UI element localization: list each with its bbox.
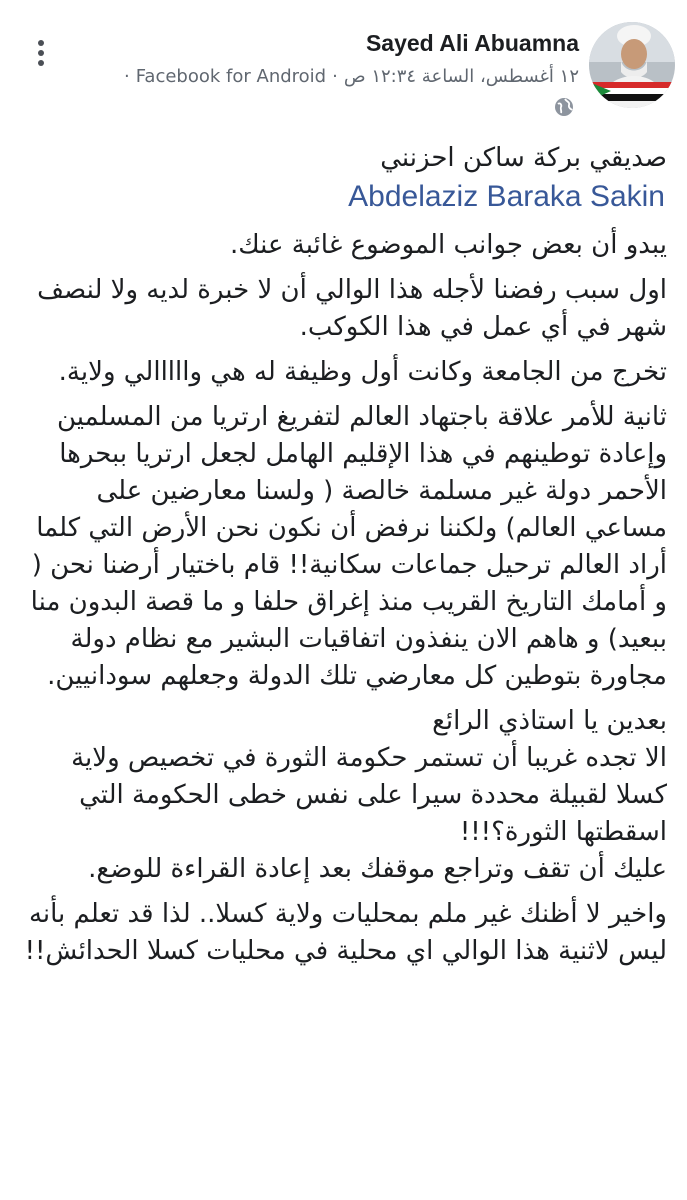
meta-separator-trailing: · bbox=[124, 66, 130, 87]
mention-link[interactable]: Abdelaziz Baraka Sakin bbox=[348, 180, 665, 213]
post-paragraph: اول سبب رفضنا لأجله هذا الوالي أن لا خبرة لديه ولا لنصف شهر في أي عمل في هذا الكوكب. bbox=[37, 275, 667, 342]
author-name[interactable]: Sayed Ali Abuamna bbox=[365, 30, 579, 56]
post-date[interactable]: ١٢ أغسطس، الساعة ١٢:٣٤ ص bbox=[343, 66, 579, 87]
vertical-ellipsis-icon bbox=[38, 50, 44, 56]
more-options-button[interactable] bbox=[30, 38, 52, 68]
post-meta bbox=[124, 66, 579, 87]
post-paragraph: ثانية للأمر علاقة باجتهاد العالم لتفريغ ارتريا من المسلمين وإعادة توطينهم في هذا الإقليم الهامل لجعل ارتريا ببحرها الأحمر دولة غير مسلمة خالصة ( ولسنا معارضين على مساعي العالم) ولكننا نرفض أن نكون نحن الأرض التي كلما أراد العالم ترحيل جماعات سكانية!! قام باختيار أرضنا نحن ( و أمامك التاريخ القريب منذ إغراق حلفا و ما قصة البدون منا ببعيد) و هاهم الان ينفذون اتفاقيات البشير مع نظام دولة مجاورة بتوطين كل معارضي تلك الدولة وجعلهم سودانيين. bbox=[30, 402, 667, 691]
globe-icon[interactable] bbox=[553, 96, 575, 118]
meta-separator: · bbox=[332, 66, 338, 87]
post-paragraph: بعدين يا استاذي الرائع الا تجده غريبا أن تستمر حكومة الثورة في تخصيص ولاية كسلا لقبيلة محددة سيرا على نفس خطى الحكومة التي اسقطتها الثورة؟!!! عليك أن تقف وتراجع موقفك بعد إعادة القراءة للوضع. bbox=[71, 706, 667, 884]
vertical-ellipsis-icon bbox=[38, 60, 44, 66]
post-greeting: صديقي بركة ساكن احزنني bbox=[380, 143, 667, 173]
profile-photo bbox=[589, 22, 675, 108]
post-paragraph: واخير لا أظنك غير ملم بمحليات ولاية كسلا.. لذا قد تعلم بأنه ليس لاثنية هذا الوالي اي محلية في محليات كسلا الحدائش!! bbox=[24, 899, 667, 966]
post-paragraph: يبدو أن بعض جوانب الموضوع غائبة عنك. bbox=[229, 230, 667, 260]
vertical-ellipsis-icon bbox=[38, 40, 44, 46]
avatar[interactable] bbox=[589, 22, 675, 108]
post-body bbox=[12, 140, 667, 978]
post-app: Facebook for Android bbox=[135, 66, 327, 87]
post-paragraph: تخرج من الجامعة وكانت أول وظيفة له هي وااااالي ولاية. bbox=[58, 357, 667, 387]
post-header bbox=[0, 0, 687, 125]
